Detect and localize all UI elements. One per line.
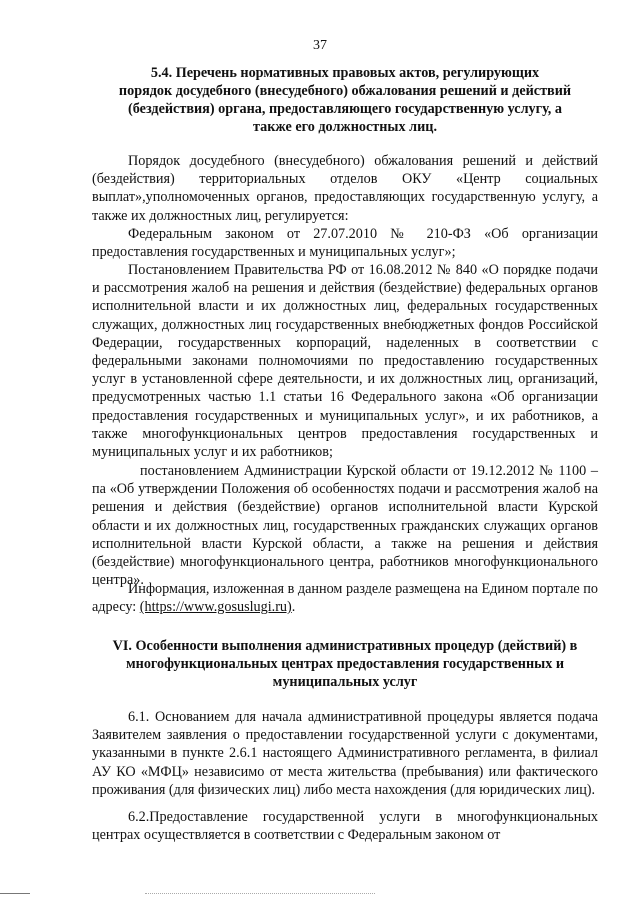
page-number: 37 [313, 38, 327, 53]
heading-line: муниципальных услуг [272, 674, 418, 690]
section-6-heading [92, 637, 598, 691]
paragraph-resolution-1100: постановлением Администрации Курской области от 19.12.2012 № 1100 – па «Об утверждении Положения об особенностях подачи и рассмотрения жалоб на решения и действия (бездействие) органов исполнительной власти Курской области и их должностных лиц, государственных гражданских служащих органов исполнительной власти Курской области, а также на решения и действия (бездействие) многофункционального центра, работников многофункционального центра». [92, 463, 598, 589]
gosuslugi-link[interactable]: (https://www.gosuslugi.ru) [139, 599, 292, 616]
heading-line: (бездействия) органа, предоставляющего государственную услугу, а [128, 101, 562, 117]
info-text: Информация, изложенная в данном разделе размещена на Едином портале по адресу: [92, 581, 598, 616]
info-tail: . [291, 599, 296, 616]
heading-line: многофункциональных центрах предоставления государственных и [125, 656, 565, 672]
paragraph-law-210: Федеральным законом от 27.07.2010 № 210-ФЗ «Об организации предоставления государственных и муниципальных услуг»; [92, 226, 598, 261]
section-5-4-heading [92, 64, 598, 136]
paragraph-6-1: 6.1. Основанием для начала административной процедуры является подача Заявителем заявления о предоставлении государственной услуги с документами, указанными в пункте 2.6.1 настоящего Административного регламента, в филиал АУ КО «МФЦ» независимо от места жительства (пребывания) или фактического проживания (для физических лиц) либо места нахождения (для юридических лиц). [92, 709, 598, 798]
divider [0, 893, 30, 894]
heading-line: 5.4. Перечень нормативных правовых актов, регулирующих [150, 65, 540, 81]
paragraph-resolution-840: Постановлением Правительства РФ от 16.08.2012 № 840 «О порядке подачи и рассмотрения жалоб на решения и действия (бездействие) федеральных органов исполнительной власти и их должностных лиц, федеральных государственных служащих, должностных лиц государственных внебюджетных фондов Российской Федерации, государственных корпораций, наделенных в соответствии с федеральными законами полномочиями по предоставлению государственных услуг в установленной сфере деятельности, и их должностных лиц, организаций, предусмотренных частью 1.1 статьи 16 Федерального закона «Об организации предоставления государственных и муниципальных услуг», и их работников, а также многофункциональных центров предоставления государственных и муниципальных услуг и их работников; [92, 262, 598, 461]
heading-line: порядок досудебного (внесудебного) обжалования решений и действий [118, 83, 572, 99]
paragraph-6-2: 6.2.Предоставление государственной услуги в многофункциональных центрах осуществляется в соответствии с Федеральным законом от [92, 809, 598, 844]
paragraph-info [92, 580, 598, 616]
scan-edge-lines [0, 893, 640, 895]
heading-line: VI. Особенности выполнения административных процедур (действий) в [112, 638, 578, 654]
heading-line: также его должностных лиц. [253, 119, 437, 135]
paragraph-intro: Порядок досудебного (внесудебного) обжалования решений и действий (бездействия) территориальных отделов ОКУ «Центр социальных выплат»,уполномоченных органов, предоставляющих государственную услугу, а также их должностных лиц, регулируется: [92, 153, 598, 224]
divider [145, 893, 375, 894]
